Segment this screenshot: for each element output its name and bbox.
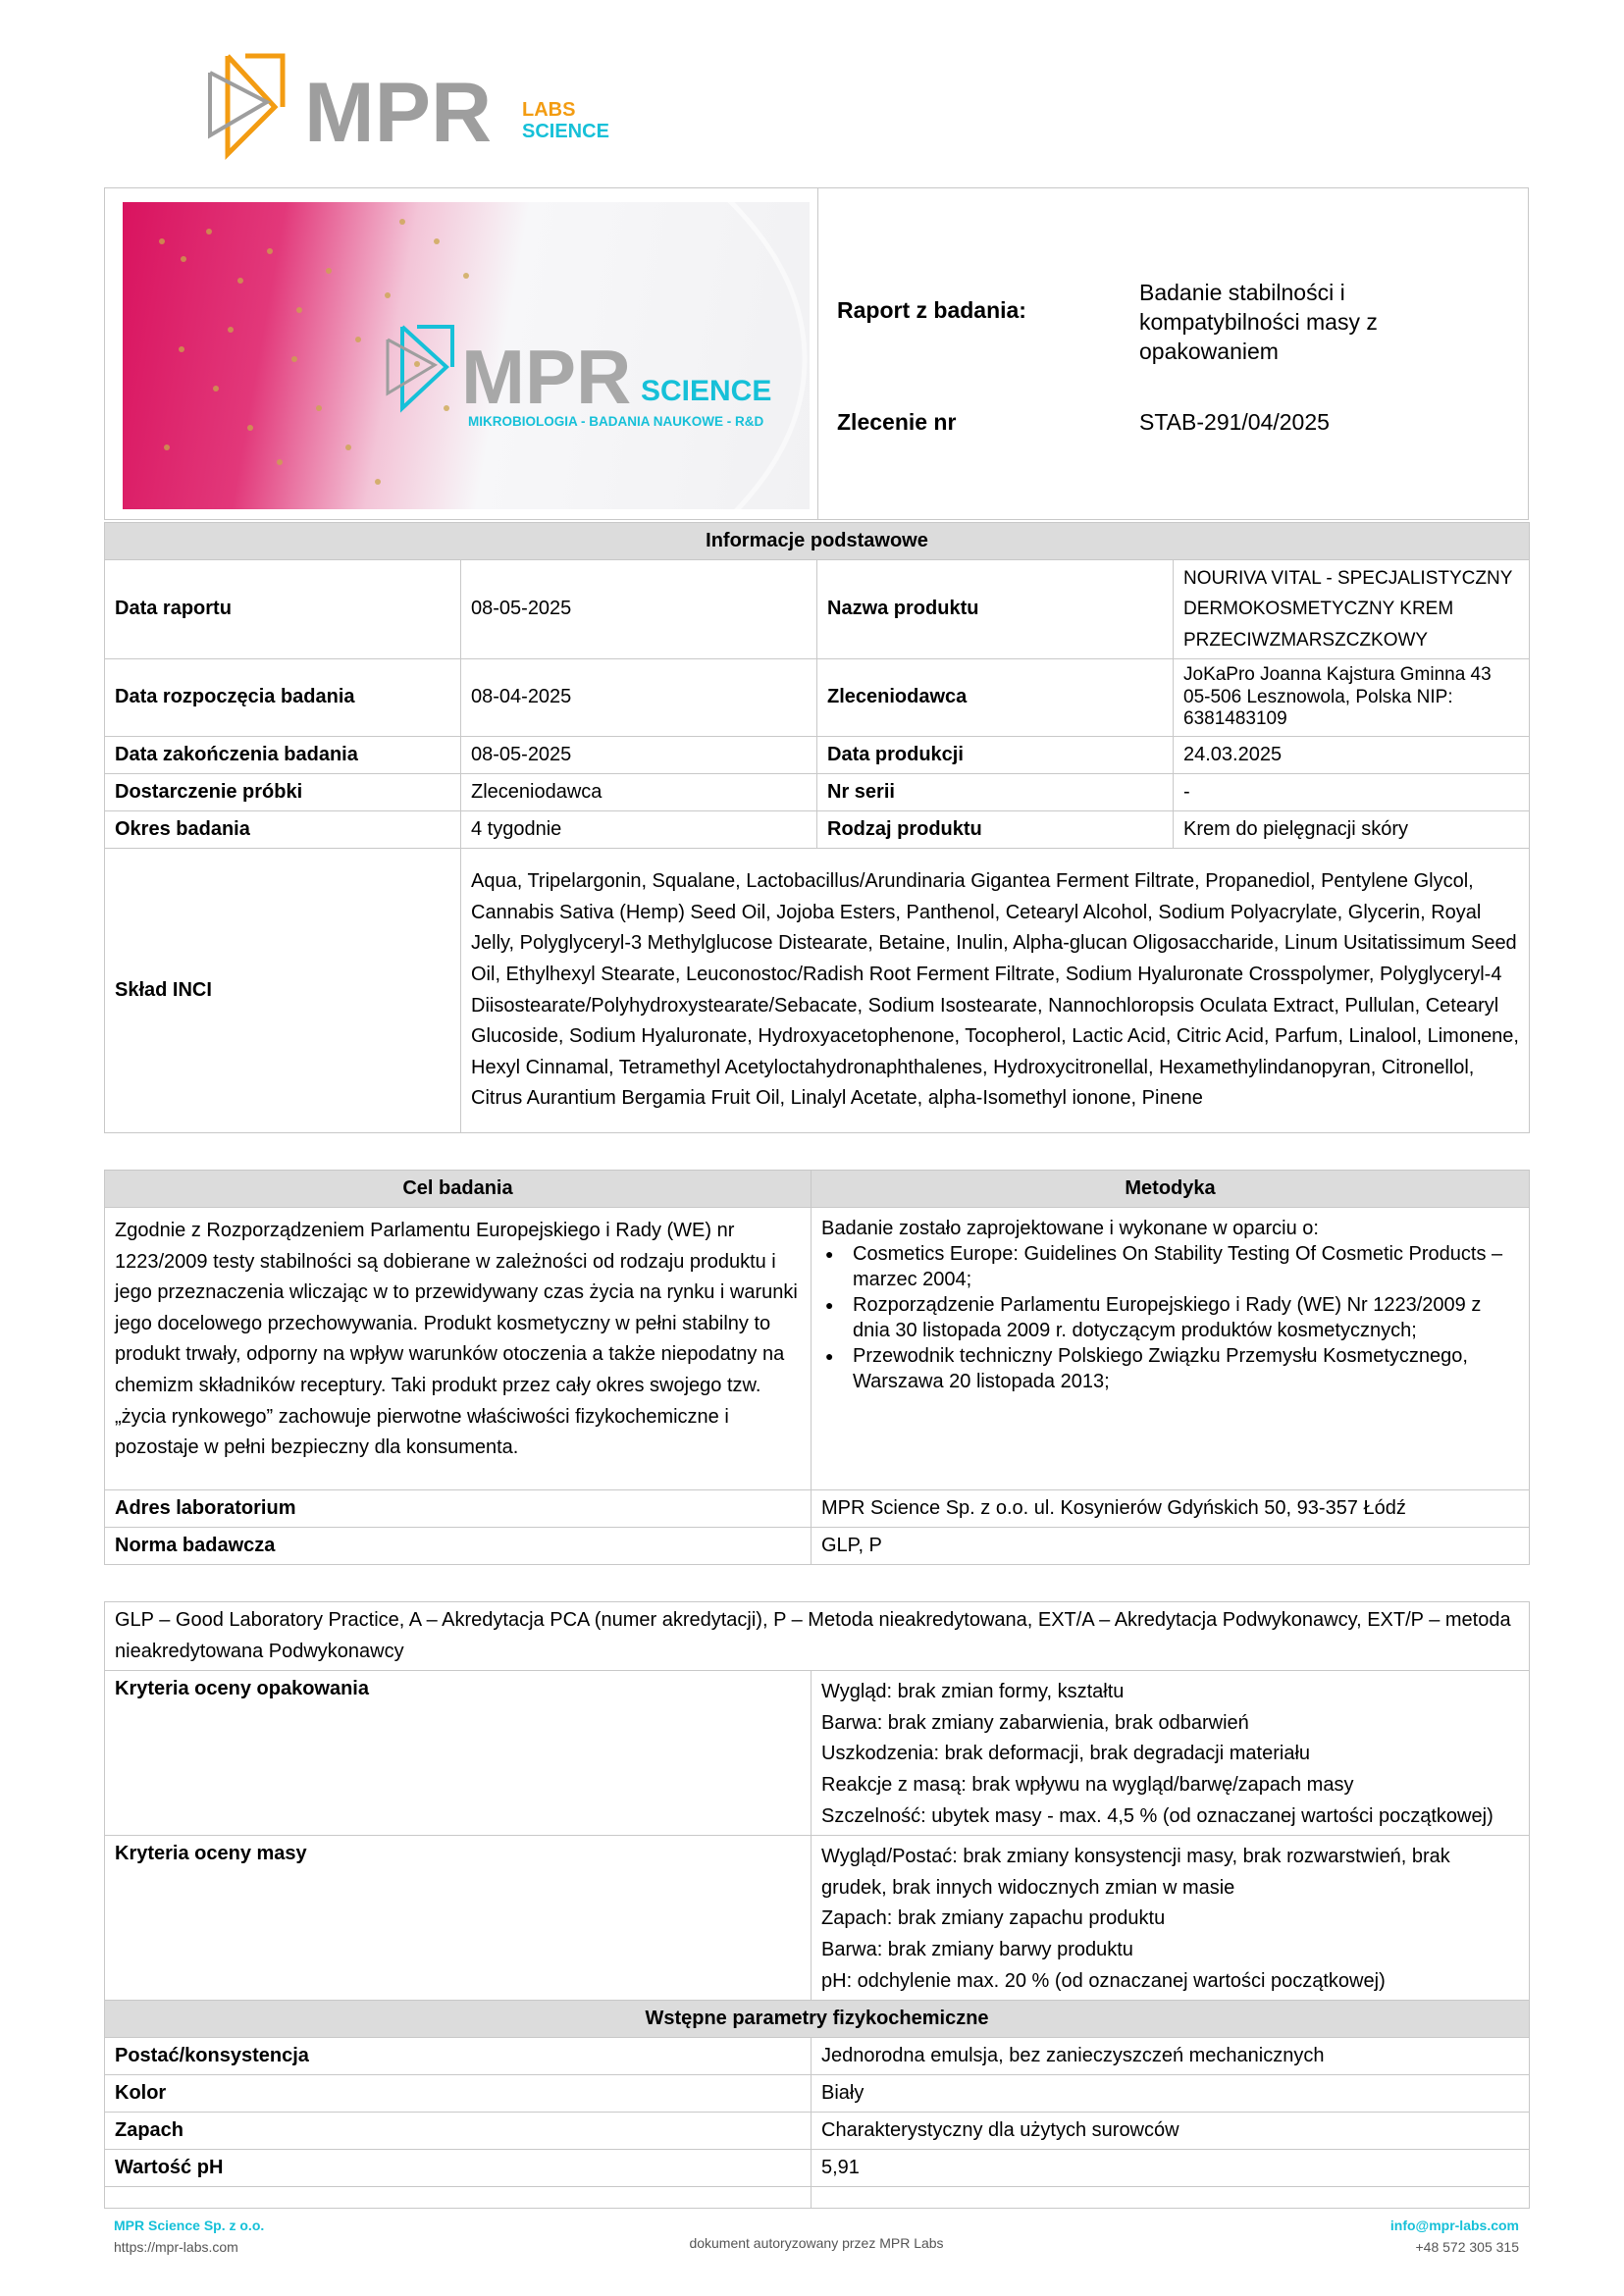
footer-website-link[interactable]: https://mpr-labs.com: [114, 2238, 238, 2255]
basic-row-label: Data raportu: [105, 560, 461, 659]
basic-row-label: Okres badania: [105, 811, 461, 849]
lab-address-value: MPR Science Sp. z o.o. ul. Kosynierów Gdyńskich 50, 93-357 Łódź: [812, 1490, 1530, 1528]
physchem-label: Postać/konsystencja: [105, 2038, 812, 2075]
physchem-value: Charakterystyczny dla użytych surowców: [812, 2113, 1530, 2150]
methodology-intro: Badanie zostało zaprojektowane i wykonane w oparciu o:: [821, 1218, 1319, 1239]
basic-row-label: Dostarczenie próbki: [105, 774, 461, 811]
mass-criterion: Barwa: brak zmiany barwy produktu: [821, 1938, 1133, 1960]
test-norm-value: GLP, P: [812, 1528, 1530, 1565]
petri-dish-image: [123, 202, 810, 509]
report-label: Raport z badania:: [837, 297, 1026, 323]
footer-email-link[interactable]: info@mpr-labs.com: [1389, 2218, 1519, 2233]
basic-info-title: Informacje podstawowe: [105, 523, 1530, 560]
basic-row-label: Nazwa produktu: [817, 560, 1174, 659]
packaging-criteria-cell: [812, 1671, 1530, 1836]
empty-cell: [105, 2187, 812, 2209]
physchem-label: Zapach: [105, 2113, 812, 2150]
basic-row-value: 24.03.2025: [1174, 737, 1530, 774]
physchem-value: Biały: [812, 2075, 1530, 2113]
basic-row-label: Data zakończenia badania: [105, 737, 461, 774]
logo-science-text: SCIENCE: [522, 121, 609, 142]
footer-phone: +48 572 305 315: [1415, 2238, 1519, 2255]
mass-criterion: Wygląd/Postać: brak zmiany konsystencji masy, brak rozwarstwień, brak grudek, brak innych widocznych zmian w masie: [821, 1846, 1450, 1899]
basic-row-value: Krem do pielęgnacji skóry: [1174, 811, 1530, 849]
inci-value: Aqua, Tripelargonin, Squalane, Lactobacillus/Arundinaria Gigantea Ferment Filtrate, Propanediol, Pentylene Glycol, Cannabis Sativa (Hemp) Seed Oil, Jojoba Esters, Panthenol, Cetearyl Alcohol, Sodium Polyacrylate, Glycerin, Royal Jelly, Polyglyceryl-3 Methylglucose Distearate, Betaine, Inulin, Alpha-glucan Oligosaccharide, Linum Usitatissimum Seed Oil, Ethylhexyl Stearate, Leuconostoc/Radish Root Ferment Filtrate, Sodium Hyaluronate Crosspolymer, Polyglyceryl-4 Diisostearate/Polyhydroxystearate/Sebacate, Sodium Isostearate, Nannochloropsis Oculata Extract, Pullulan, Cetearyl Glucoside, Sodium Hyaluronate, Hydroxyacetophenone, Tocopherol, Lactic Acid, Citric Acid, Parfum, Linalool, Limonene, Hexyl Cinnamal, Tetramethyl Acetyloctahydronaphthalenes, Hydroxycitronellal, Hexamethylindanopyran, Citronellol, Citrus Aurantium Bergamia Fruit Oil, Linalyl Acetate, alpha-Isomethyl ionone, Pinene: [461, 849, 1530, 1133]
footer-company: MPR Science Sp. z o.o.: [114, 2218, 265, 2233]
order-value: STAB-291/04/2025: [1139, 409, 1330, 435]
logo-labs-text: LABS: [522, 99, 576, 121]
packaging-criteria-label: Kryteria oceny opakowania: [105, 1671, 812, 1836]
criteria-table: [104, 1601, 1530, 2209]
purpose-table: [104, 1170, 1530, 1565]
client-value: JoKaPro Joanna Kajstura Gminna 43 05-506 Lesznowola, Polska NIP: 6381483109: [1174, 659, 1530, 737]
methodology-list: [821, 1241, 1519, 1394]
packaging-criterion: Wygląd: brak zmian formy, kształtu: [821, 1681, 1125, 1703]
abbreviations-legend: GLP – Good Laboratory Practice, A – Akredytacja PCA (numer akredytacji), P – Metoda nieakredytowana, EXT/A – Akredytacja Podwykonawcy, EXT/P – metoda nieakredytowana Podwykonawcy: [105, 1602, 1530, 1671]
basic-row-value: 4 tygodnie: [461, 811, 817, 849]
basic-row-label: Data rozpoczęcia badania: [105, 659, 461, 737]
logo-brand-text: MPR: [304, 66, 493, 160]
mass-criterion: Zapach: brak zmiany zapachu produktu: [821, 1907, 1166, 1930]
order-label: Zlecenie nr: [837, 409, 957, 435]
inci-label: Skład INCI: [105, 849, 461, 1133]
physchem-value: Jednorodna emulsja, bez zanieczyszczeń mechanicznych: [812, 2038, 1530, 2075]
report-header: [104, 187, 1529, 520]
purpose-title: Cel badania: [105, 1171, 812, 1208]
hero-tagline-text: MIKROBIOLOGIA - BADANIA NAUKOWE - R&D: [468, 414, 764, 429]
logo-mark-icon: [206, 53, 618, 161]
basic-row-label: Rodzaj produktu: [817, 811, 1174, 849]
physchem-value: 5,91: [812, 2150, 1530, 2187]
basic-row-value: 08-04-2025: [461, 659, 817, 737]
report-value: Badanie stabilności i kompatybilności masy z opakowaniem: [1139, 280, 1378, 364]
methodology-item: ● Przewodnik techniczny Polskiego Związku Przemysłu Kosmetycznego, Warszawa 20 listopada 2013;: [821, 1343, 1519, 1394]
packaging-criterion: Barwa: brak zmiany zabarwienia, brak odbarwień: [821, 1711, 1249, 1734]
page-footer: [104, 2216, 1529, 2265]
packaging-criterion: Reakcje z masą: brak wpływu na wygląd/barwę/zapach masy: [821, 1773, 1354, 1796]
mass-criteria-label: Kryteria oceny masy: [105, 1836, 812, 2001]
basic-row-label: Nr serii: [817, 774, 1174, 811]
test-norm-label: Norma badawcza: [105, 1528, 812, 1565]
packaging-criterion: Szczelność: ubytek masy - max. 4,5 % (od oznaczanej wartości początkowej): [821, 1804, 1493, 1827]
purpose-text: Zgodnie z Rozporządzeniem Parlamentu Europejskiego i Rady (WE) nr 1223/2009 testy stabilności są dobierane w zależności od rodzaju produktu i jego przeznaczenia wliczając w to przewidywany czas życia na rynku i warunki jego docelowego przechowywania. Produkt kosmetyczny w pełni stabilny to produkt trwały, odporny na wpływ warunków otoczenia a także niepodatny na chemizm składników receptury. Taki produkt przez cały okres swojego tzw. „życia rynkowego” zachowuje pierwotne właściwości fizykochemiczne i pozostaje w pełni bezpieczny dla konsumenta.: [105, 1208, 812, 1490]
basic-row-value: 08-05-2025: [461, 560, 817, 659]
packaging-criterion: Uszkodzenia: brak deformacji, brak degradacji materiału: [821, 1743, 1311, 1765]
basic-row-value: 08-05-2025: [461, 737, 817, 774]
hero-brand-text: MPR: [461, 334, 632, 420]
basic-row-label: Data produkcji: [817, 737, 1174, 774]
physchem-label: Wartość pH: [105, 2150, 812, 2187]
physchem-label: Kolor: [105, 2075, 812, 2113]
methodology-item: ● Rozporządzenie Parlamentu Europejskiego i Rady (WE) Nr 1223/2009 z dnia 30 listopada 2009 r. dotyczącym produktów kosmetycznych;: [821, 1292, 1519, 1343]
basic-info-table: [104, 522, 1530, 1133]
product-name-value: NOURIVA VITAL - SPECJALISTYCZNY DERMOKOSMETYCZNY KREM PRZECIWZMARSZCZKOWY: [1174, 560, 1530, 659]
mass-criterion: pH: odchylenie max. 20 % (od oznaczanej wartości początkowej): [821, 1969, 1386, 1992]
hero-image: [123, 202, 810, 509]
physchem-title: Wstępne parametry fizykochemiczne: [105, 2001, 1530, 2038]
basic-row-value: Zleceniodawca: [461, 774, 817, 811]
hero-science-text: SCIENCE: [641, 375, 772, 407]
lab-address-label: Adres laboratorium: [105, 1490, 812, 1528]
basic-row-label: Zleceniodawca: [817, 659, 1174, 737]
empty-cell: [812, 2187, 1530, 2209]
mass-criteria-cell: [812, 1836, 1530, 2001]
footer-authorization: dokument autoryzowany przez MPR Labs: [689, 2235, 944, 2251]
methodology-item: ● Cosmetics Europe: Guidelines On Stability Testing Of Cosmetic Products – marzec 2004;: [821, 1241, 1519, 1292]
methodology-cell: [812, 1208, 1530, 1490]
methodology-title: Metodyka: [812, 1171, 1530, 1208]
header-divider: [817, 188, 818, 519]
company-logo: [206, 53, 618, 161]
basic-row-value: -: [1174, 774, 1530, 811]
footer-right: [1390, 2216, 1519, 2258]
